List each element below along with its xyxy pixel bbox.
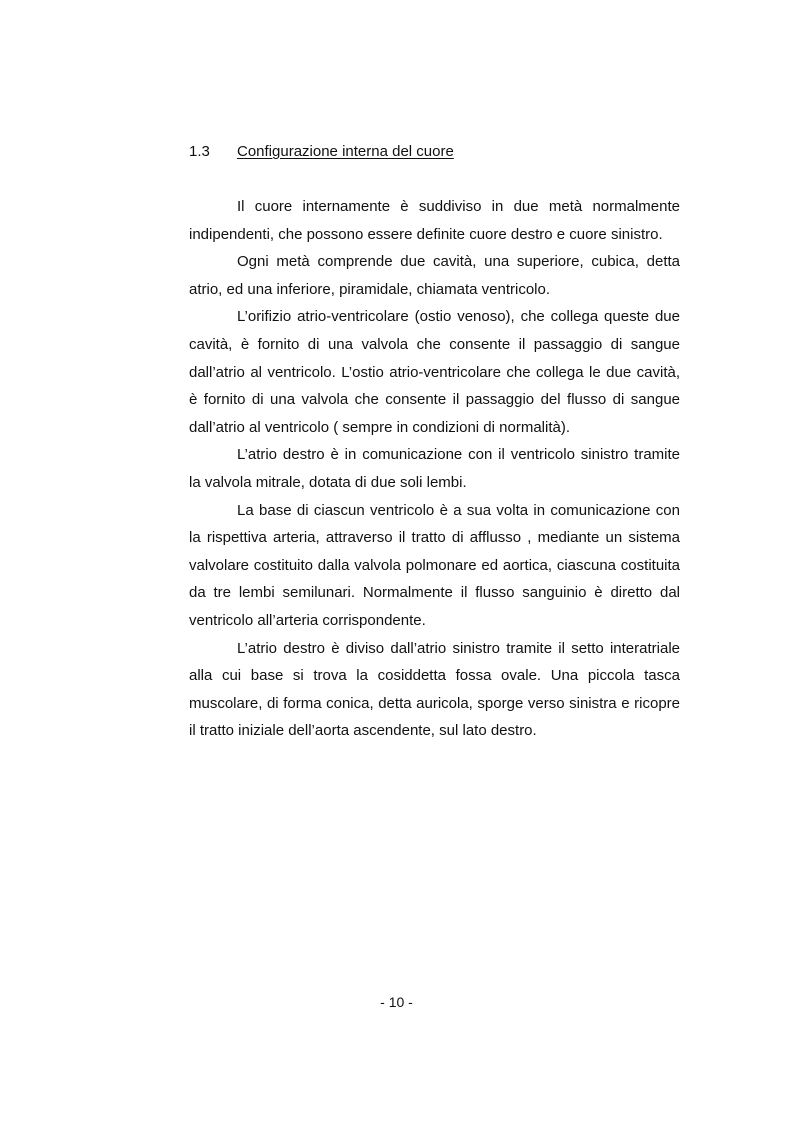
paragraph: L’orifizio atrio-ventricolare (ostio venoso), che collega queste due cavità, è fornito di una valvola che consente il passaggio di sangue dall’atrio al ventricolo. L’ostio atrio-ventricolare che collega le due cavità, è fornito di una valvola che consente il passaggio del flusso di sangue dall’atrio al ventricolo ( sempre in condizioni di normalità). xyxy=(189,308,680,436)
paragraph: L’atrio destro è diviso dall’atrio sinistro tramite il setto interatriale alla cui base si trova la cosiddetta fossa ovale. Una piccola tasca muscolare, di forma conica, detta auricola, sporge verso sinistra e ricopre il tratto iniziale dell’aorta ascendente, sul lato destro. xyxy=(189,639,680,740)
paragraph: La base di ciascun ventricolo è a sua volta in comunicazione con la rispettiva arteria, attraverso il tratto di afflusso , mediante un sistema valvolare costituito dalla valvola polmonare ed aortica, ciascuna costituita da tre lembi semilunari. Normalmente il flusso sanguinio è diretto dal ventricolo all’arteria corrispondente. xyxy=(189,501,680,629)
page-number: - 10 - xyxy=(380,994,413,1010)
body-text xyxy=(189,193,680,745)
paragraph: Il cuore internamente è suddiviso in due metà normalmente indipendenti, che possono essere definite cuore destro e cuore sinistro. xyxy=(189,198,680,243)
section-heading xyxy=(189,142,454,162)
paragraph: Ogni metà comprende due cavità, una superiore, cubica, detta atrio, ed una inferiore, piramidale, chiamata ventricolo. xyxy=(189,253,680,298)
paragraph: L’atrio destro è in comunicazione con il ventricolo sinistro tramite la valvola mitrale, dotata di due soli lembi. xyxy=(189,446,680,491)
section-title: Configurazione interna del cuore xyxy=(237,143,454,160)
section-number: 1.3 xyxy=(189,143,210,160)
